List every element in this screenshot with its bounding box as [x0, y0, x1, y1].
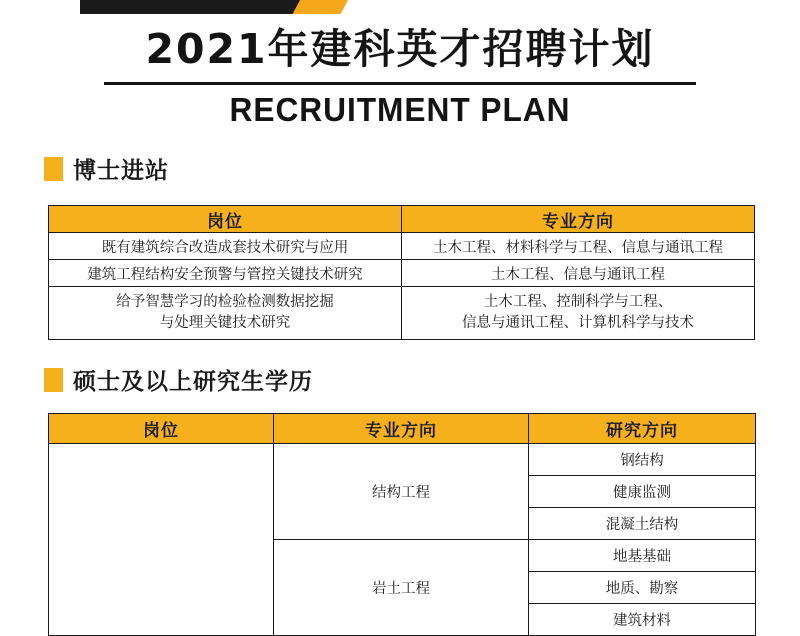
cell-major	[402, 287, 755, 340]
section-heading-label: 博士进站	[73, 158, 169, 184]
cell-major: 土木工程、材料科学与工程、信息与通讯工程	[402, 233, 755, 260]
column-header-research: 研究方向	[529, 414, 756, 444]
column-header-major: 专业方向	[274, 414, 529, 444]
cell-research: 钢结构	[529, 444, 756, 476]
cell-research: 混凝土结构	[529, 508, 756, 540]
table-row	[49, 260, 755, 287]
cell-major: 岩土工程	[274, 540, 529, 636]
cell-post-line2: 与处理关键技术研究	[159, 315, 291, 331]
cell-post	[49, 287, 402, 340]
doctor-positions-table	[48, 205, 755, 340]
cell-post: 既有建筑综合改造成套技术研究与应用	[49, 233, 402, 260]
cell-research: 建筑材料	[529, 604, 756, 636]
section-heading-doctor	[44, 152, 169, 185]
cell-research: 地质、勘察	[529, 572, 756, 604]
section-heading-master	[44, 363, 313, 396]
table-header-row	[49, 414, 756, 444]
table-row	[49, 233, 755, 260]
column-header-post: 岗位	[49, 206, 402, 233]
cell-post	[49, 444, 274, 636]
title-block	[0, 26, 800, 129]
column-header-post: 岗位	[49, 414, 274, 444]
square-marker-icon	[44, 368, 63, 392]
table-row	[49, 444, 756, 476]
page-subtitle: RECRUITMENT PLAN	[229, 91, 571, 129]
cell-post: 建筑工程结构安全预警与管控关键技术研究	[49, 260, 402, 287]
table-header-row	[49, 206, 755, 233]
top-ribbon-accent	[293, 0, 348, 14]
cell-post-line1: 给予智慧学习的检验检测数据挖掘	[116, 293, 334, 310]
master-positions-table	[48, 413, 756, 636]
section-heading-label: 硕士及以上研究生学历	[73, 369, 313, 395]
title-divider	[104, 82, 696, 85]
cell-major-line2: 信息与通讯工程、计算机科学与技术	[462, 315, 694, 331]
square-marker-icon	[44, 157, 63, 181]
table-row	[49, 287, 755, 340]
cell-research: 健康监测	[529, 476, 756, 508]
cell-research: 地基基础	[529, 540, 756, 572]
cell-major-line1: 土木工程、控制科学与工程、	[483, 293, 673, 310]
cell-major: 结构工程	[274, 444, 529, 540]
cell-major: 土木工程、信息与通讯工程	[402, 260, 755, 287]
page-title: 2021年建科英才招聘计划	[145, 25, 655, 73]
column-header-major: 专业方向	[402, 206, 755, 233]
